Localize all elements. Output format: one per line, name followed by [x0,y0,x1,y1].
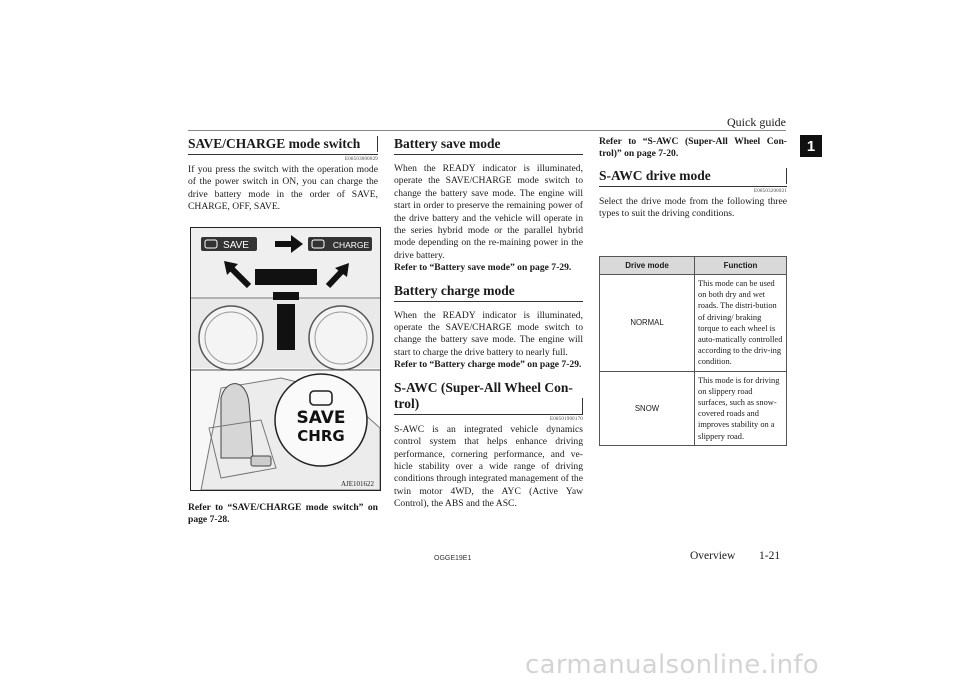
doc-code: OGGE19E1 [434,555,472,562]
heading-text: SAVE/CHARGE mode switch [188,136,361,151]
charge-label: CHARGE [332,240,370,250]
battery-charge-paragraph: When the READY indicator is illuminated, operate the SAVE/CHARGE mode switch to change the battery save mode. The engine will start to charge the drive battery to nearly full. [394,309,583,358]
column-2 [394,136,583,511]
column-1 [188,136,378,214]
button-line2: CHRG [297,427,345,445]
button-line1: SAVE [296,408,346,428]
table-header-row [600,257,787,275]
column-3 [599,136,787,221]
drive-mode-paragraph: Select the drive mode from the following three types to suit the driving conditions. [599,195,787,220]
watermark: carmanualsonline.info [525,650,820,680]
heading-sawc: S-AWC (Super-All Wheel Con- trol) [394,380,583,415]
mode-cell: SNOW [600,371,695,445]
section-title: Quick guide [727,115,786,129]
charge-indicator [308,237,372,251]
save-label: SAVE [223,240,249,251]
drive-mode-table [599,256,787,446]
table-row [600,275,787,372]
col-drive-mode: Drive mode [600,257,695,275]
col-function: Function [695,257,787,275]
console-illustration [191,228,380,490]
save-indicator [201,237,257,251]
header-rule [188,130,786,131]
page-number: 1-21 [759,550,781,562]
function-cell: This mode is for driving on slippery road surfaces, such as snow-covered roads and improves stability on a slippery road. [695,371,787,445]
chapter-tab[interactable]: 1 [800,135,822,157]
off-indicator-bar [255,269,317,285]
save-chrg-button-callout [275,374,367,466]
ref-save-charge-switch[interactable]: Refer to “SAVE/CHARGE mode switch” on page 7-28. [188,502,378,526]
heading-save-charge-switch [188,136,378,155]
intro-paragraph: If you press the switch with the operation mode of the power switch in ON, you can charge the drive battery mode in the order of SAVE, CHARGE, OFF, SAVE. [188,164,378,213]
table-row [600,371,787,445]
section-code: E08503000029 [345,157,378,162]
battery-save-paragraph: When the READY indicator is illuminated, operate the SAVE/CHARGE mode switch to change the battery save mode. The engine will start in order to preserve the remaining power of the drive battery and the vehicle will operate in the series hybrid mode or the parallel hybrid mode depending on the re-maining power in the drive battery. [394,163,583,261]
ref-battery-save[interactable]: Refer to “Battery save mode” on page 7-29. [394,262,572,274]
ref-sawc[interactable]: Refer to “S-AWC (Super-All Wheel Con-trol)” on page 7-20. [599,136,787,160]
heading-battery-charge: Battery charge mode [394,283,583,302]
mode-cell: NORMAL [600,275,695,372]
switch-figure [190,227,381,491]
sawc-code: E08501900170 [550,416,583,422]
figure-code: AJE101622 [340,480,374,488]
ref-battery-charge[interactable]: Refer to “Battery charge mode” on page 7-29. [394,359,582,371]
heading-battery-save: Battery save mode [394,136,583,155]
heading-sawc-drive-mode: S-AWC drive mode [599,168,787,187]
footer-section: Overview [690,550,736,562]
sawc-paragraph: S-AWC is an integrated vehicle dynamics control system that helps enhance driving performance, cornering performance, and ve-hicle stability over a wide range of driving conditions through integrated management of the twin motor 4WD, the AYC (Active Yaw Control), the ABS and the ASC. [394,423,583,510]
drive-mode-code: E08503200021 [754,188,787,194]
function-cell: This mode can be used on both dry and wet roads. The distri-bution of driving/ braking torque to each wheel is auto-matically controlled according to the driv-ing condition. [695,275,787,372]
